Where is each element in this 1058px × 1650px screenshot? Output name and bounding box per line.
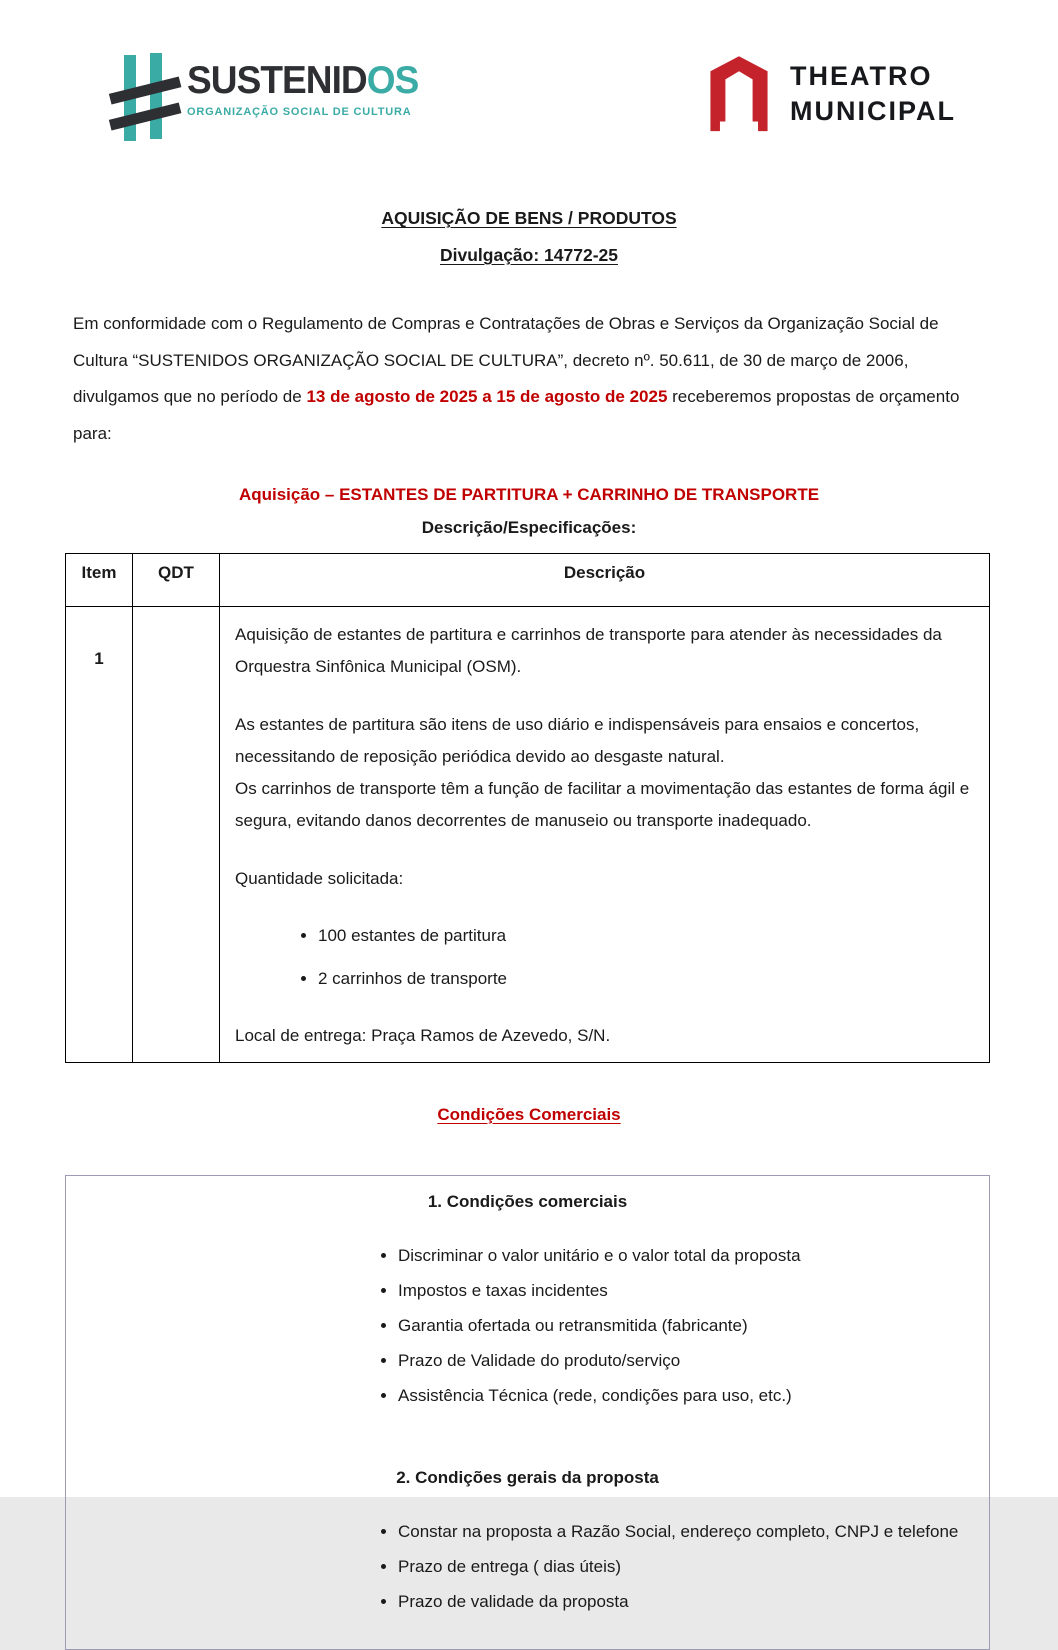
logo-row — [0, 0, 1058, 148]
col-header-descricao: Descrição — [220, 554, 990, 607]
document-title: AQUISIÇÃO DE BENS / PRODUTOS — [381, 208, 677, 228]
sustenidos-wordmark-dark: SUSTENID — [187, 59, 367, 102]
conditions-section1-list — [78, 1242, 977, 1410]
item-number-cell: 1 — [66, 607, 133, 1063]
col-header-qdt: QDT — [133, 554, 220, 607]
list-item: • 2 carrinhos de transporte — [318, 964, 975, 994]
sustenidos-wordmark — [187, 61, 418, 100]
qdt-cell — [133, 607, 220, 1063]
intro-text-1: Em conformidade com o Regulamento de Compras e Contratações de Obras e Serviços da Organização Social de Cultura “SUSTENIDOS ORGANIZAÇÃO SOCIAL DE CULTURA”, decreto nº. 50.611, de 30 de março de 2006, divulgamos que no período de — [73, 314, 939, 406]
intro-text-2: receberemos propostas de orçamento para: — [73, 387, 960, 443]
spec-table — [65, 553, 990, 1063]
proposal-date-range: 13 de agosto de 2025 a 15 de agosto de 2025 — [306, 387, 668, 406]
theatro-wordmark-line2: MUNICIPAL — [790, 96, 956, 127]
sustenidos-text-block — [187, 52, 431, 118]
acquisition-heading: Aquisição – ESTANTES DE PARTITURA + CARRINHO DE TRANSPORTE — [238, 485, 820, 504]
list-item: • Prazo de validade da proposta — [398, 1588, 977, 1616]
table-row — [66, 607, 990, 1063]
description-paragraph-3: Os carrinhos de transporte têm a função de facilitar a movimentação das estantes de forma ágil e segura, evitando danos decorrentes de manuseio ou transporte inadequado. — [235, 779, 970, 830]
col-header-item: Item — [66, 554, 133, 607]
intro-paragraph — [73, 306, 986, 452]
document-subtitle: Divulgação: 14772-25 — [439, 245, 618, 265]
list-item: • Garantia ofertada ou retransmitida (fabricante) — [398, 1312, 977, 1340]
spec-heading: Descrição/Especificações: — [421, 518, 637, 537]
sustenidos-wordmark-teal: OS — [366, 59, 419, 102]
description-paragraph-1: Aquisição de estantes de partitura e carrinhos de transporte para atender às necessidades da Orquestra Sinfônica Municipal (OSM). — [235, 625, 942, 676]
quantity-list — [235, 921, 975, 994]
sustenidos-logo — [118, 52, 431, 144]
spec-table-header-row — [66, 554, 990, 607]
list-item: • Prazo de Validade do produto/serviço — [398, 1347, 977, 1375]
theatro-arch-icon — [705, 52, 773, 134]
delivery-location: Local de entrega: Praça Ramos de Azevedo, S/N. — [235, 1026, 611, 1045]
theatro-wordmark — [790, 59, 956, 129]
conditions-box — [65, 1175, 990, 1650]
list-item: • Discriminar o valor unitário e o valor total da proposta — [398, 1242, 977, 1270]
commercial-conditions-heading: Condições Comerciais — [437, 1105, 621, 1124]
description-paragraph-2: As estantes de partitura são itens de uso diário e indispensáveis para ensaios e concertos, necessitando de reposição periódica devido ao desgaste natural. — [235, 715, 920, 766]
sustenidos-tagline: ORGANIZAÇÃO SOCIAL DE CULTURA — [187, 106, 412, 118]
quantity-label: Quantidade solicitada: — [235, 869, 404, 888]
list-item: • Prazo de entrega ( dias úteis) — [398, 1553, 977, 1581]
list-item: • Impostos e taxas incidentes — [398, 1277, 977, 1305]
list-item: • Assistência Técnica (rede, condições para uso, etc.) — [398, 1382, 977, 1410]
list-item: • 100 estantes de partitura — [318, 921, 975, 951]
theatro-wordmark-line1: THEATRO — [790, 61, 933, 91]
description-cell — [220, 607, 990, 1063]
hash-icon — [118, 52, 174, 144]
list-item: • Constar na proposta a Razão Social, endereço completo, CNPJ e telefone — [398, 1518, 977, 1546]
conditions-section1-title: 1. Condições comerciais — [427, 1192, 628, 1211]
theatro-municipal-logo — [705, 52, 956, 134]
conditions-section2-list — [78, 1518, 977, 1616]
conditions-section2-title: 2. Condições gerais da proposta — [396, 1468, 659, 1487]
